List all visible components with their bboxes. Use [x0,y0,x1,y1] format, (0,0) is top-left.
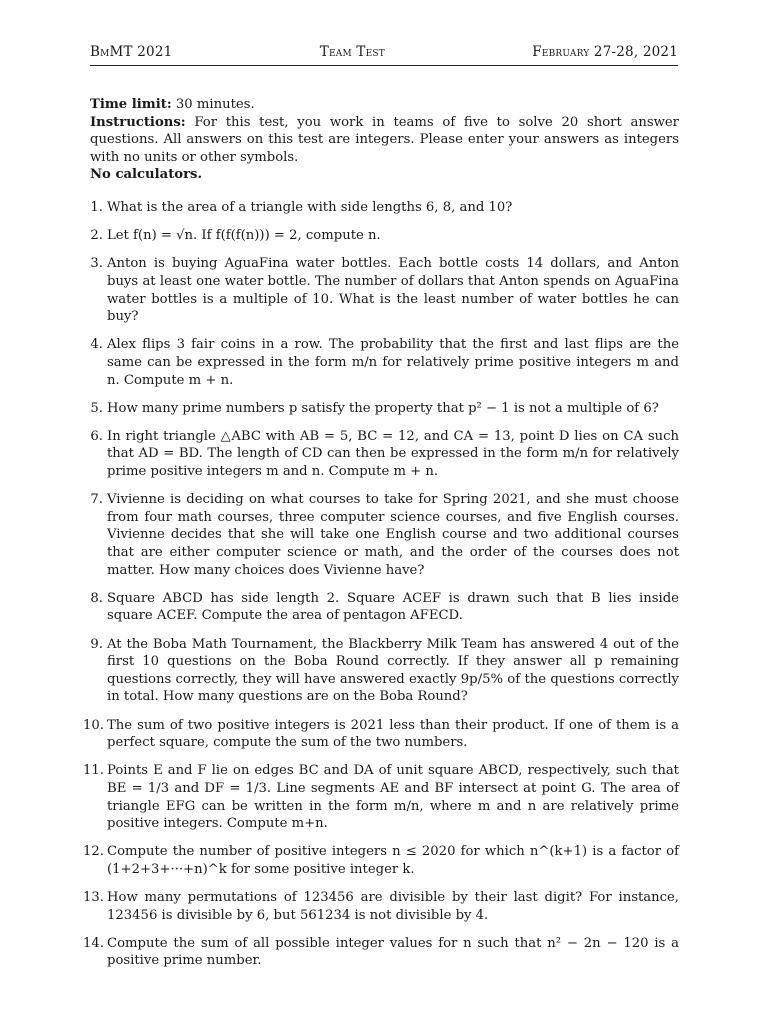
problem-text: Points E and F lie on edges BC and DA of unit square ABCD, respectively, such that BE = 1/3 and DF = 1/3. Line segments AE and BF intersect at point G. The area of triangle EFG can be written in the form m/n, where m and n are relatively prime positive integers. Compute m+n. [107,763,679,832]
problem-text: The sum of two positive integers is 2021 less than their product. If one of them is a perfect square, compute the sum of the two numbers. [107,717,679,751]
page-header [90,44,678,60]
problem-6 [90,428,679,481]
problem-text: Anton is buying AguaFina water bottles. Each bottle costs 14 dollars, and Anton buys at least one water bottle. The number of dollars that Anton spends on AguaFina water bottles is a multiple of 10. What is the least number of water bottles he can buy? [107,256,679,325]
problem-11 [83,762,679,832]
problem-number: 12. [83,844,104,860]
time-limit-value: 30 minutes. [175,97,255,112]
time-limit-line [90,96,679,114]
problem-number: 6. [90,428,103,444]
problem-text: How many prime numbers p satisfy the property that p² − 1 is not a multiple of 6? [107,400,659,416]
problem-list [83,199,679,970]
problem-text: Compute the number of positive integers n ≤ 2020 for which n^(k+1) is a factor of (1+2+3+···+n)^k for some positive integer k. [107,844,679,877]
problem-number: 1. [90,199,103,215]
problem-number: 9. [90,636,103,652]
header-center: Team Test [319,44,385,60]
problem-number: 5. [90,400,103,416]
problem-text: Compute the sum of all possible integer values for n such that n² − 2n − 120 is a positive prime number. [107,935,679,969]
problem-text: What is the area of a triangle with side lengths 6, 8, and 10? [107,199,513,215]
problem-number: 7. [90,492,103,508]
problem-10 [83,717,679,752]
problem-7 [90,491,679,579]
problem-number: 14. [83,935,104,951]
calculators-line [90,166,679,184]
problem-text: Vivienne is deciding on what courses to take for Spring 2021, and she must choose from four math courses, three computer science courses, and five English courses. Vivienne decides that she will take one English course and two additional courses that are either computer science or math, and the order of the courses does not matter. How many choices does Vivienne have? [107,492,679,578]
time-limit-label: Time limit: [90,97,172,112]
header-left: BmMT 2021 [90,44,173,60]
header-right: February 27-28, 2021 [532,44,678,60]
problem-number: 3. [90,256,103,272]
problem-text: Square ABCD has side length 2. Square ACEF is drawn such that B lies inside square ACEF. Compute the area of pentagon AFECD. [107,590,679,624]
problem-number: 10. [83,717,104,733]
instructions-text: For this test, you work in teams of five to solve 20 short answer questions. All answers on this test are integers. Please enter your answers as integers with no units or other symbols. [90,114,679,165]
problem-text: Let f(n) = √n. If f(f(f(n))) = 2, compute n. [107,228,381,244]
header-rule [90,65,678,66]
problem-5 [90,400,679,418]
problem-text: In right triangle △ABC with AB = 5, BC = 12, and CA = 13, point D lies on CA such that AD = BD. The length of CD can then be expressed in the form m/n for relatively prime positive integers m and n. Compute m + n. [107,428,679,480]
problem-number: 8. [90,590,103,606]
problem-2 [90,227,679,245]
problem-13 [83,889,679,924]
problem-8 [90,590,679,625]
problem-number: 13. [83,890,104,906]
problem-3 [90,255,679,325]
problem-14 [83,935,679,970]
problem-text: How many permutations of 123456 are divisible by their last digit? For instance, 123456 is divisible by 6, but 561234 is not divisible by 4. [107,890,679,923]
problem-number: 4. [90,337,103,353]
calculators-note: No calculators. [90,167,203,183]
problem-12 [83,843,679,878]
instructions-line [90,114,679,167]
problem-number: 11. [83,763,104,779]
problem-4 [90,336,679,389]
problem-number: 2. [90,228,103,244]
problem-9 [90,636,679,706]
instructions-label: Instructions: [90,114,186,130]
page-content [83,96,679,981]
problem-text: At the Boba Math Tournament, the Blackberry Milk Team has answered 4 out of the first 10 questions on the Boba Round correctly. If they answer all p remaining questions correctly, they will have answered exactly 9p/5% of the questions correctly in total. How many questions are on the Boba Round? [107,636,679,705]
problem-1 [90,199,679,217]
problem-text: Alex flips 3 fair coins in a row. The probability that the first and last flips are the same can be expressed in the form m/n for relatively prime positive integers m and n. Compute m + n. [107,337,679,388]
intro-block [90,96,679,184]
